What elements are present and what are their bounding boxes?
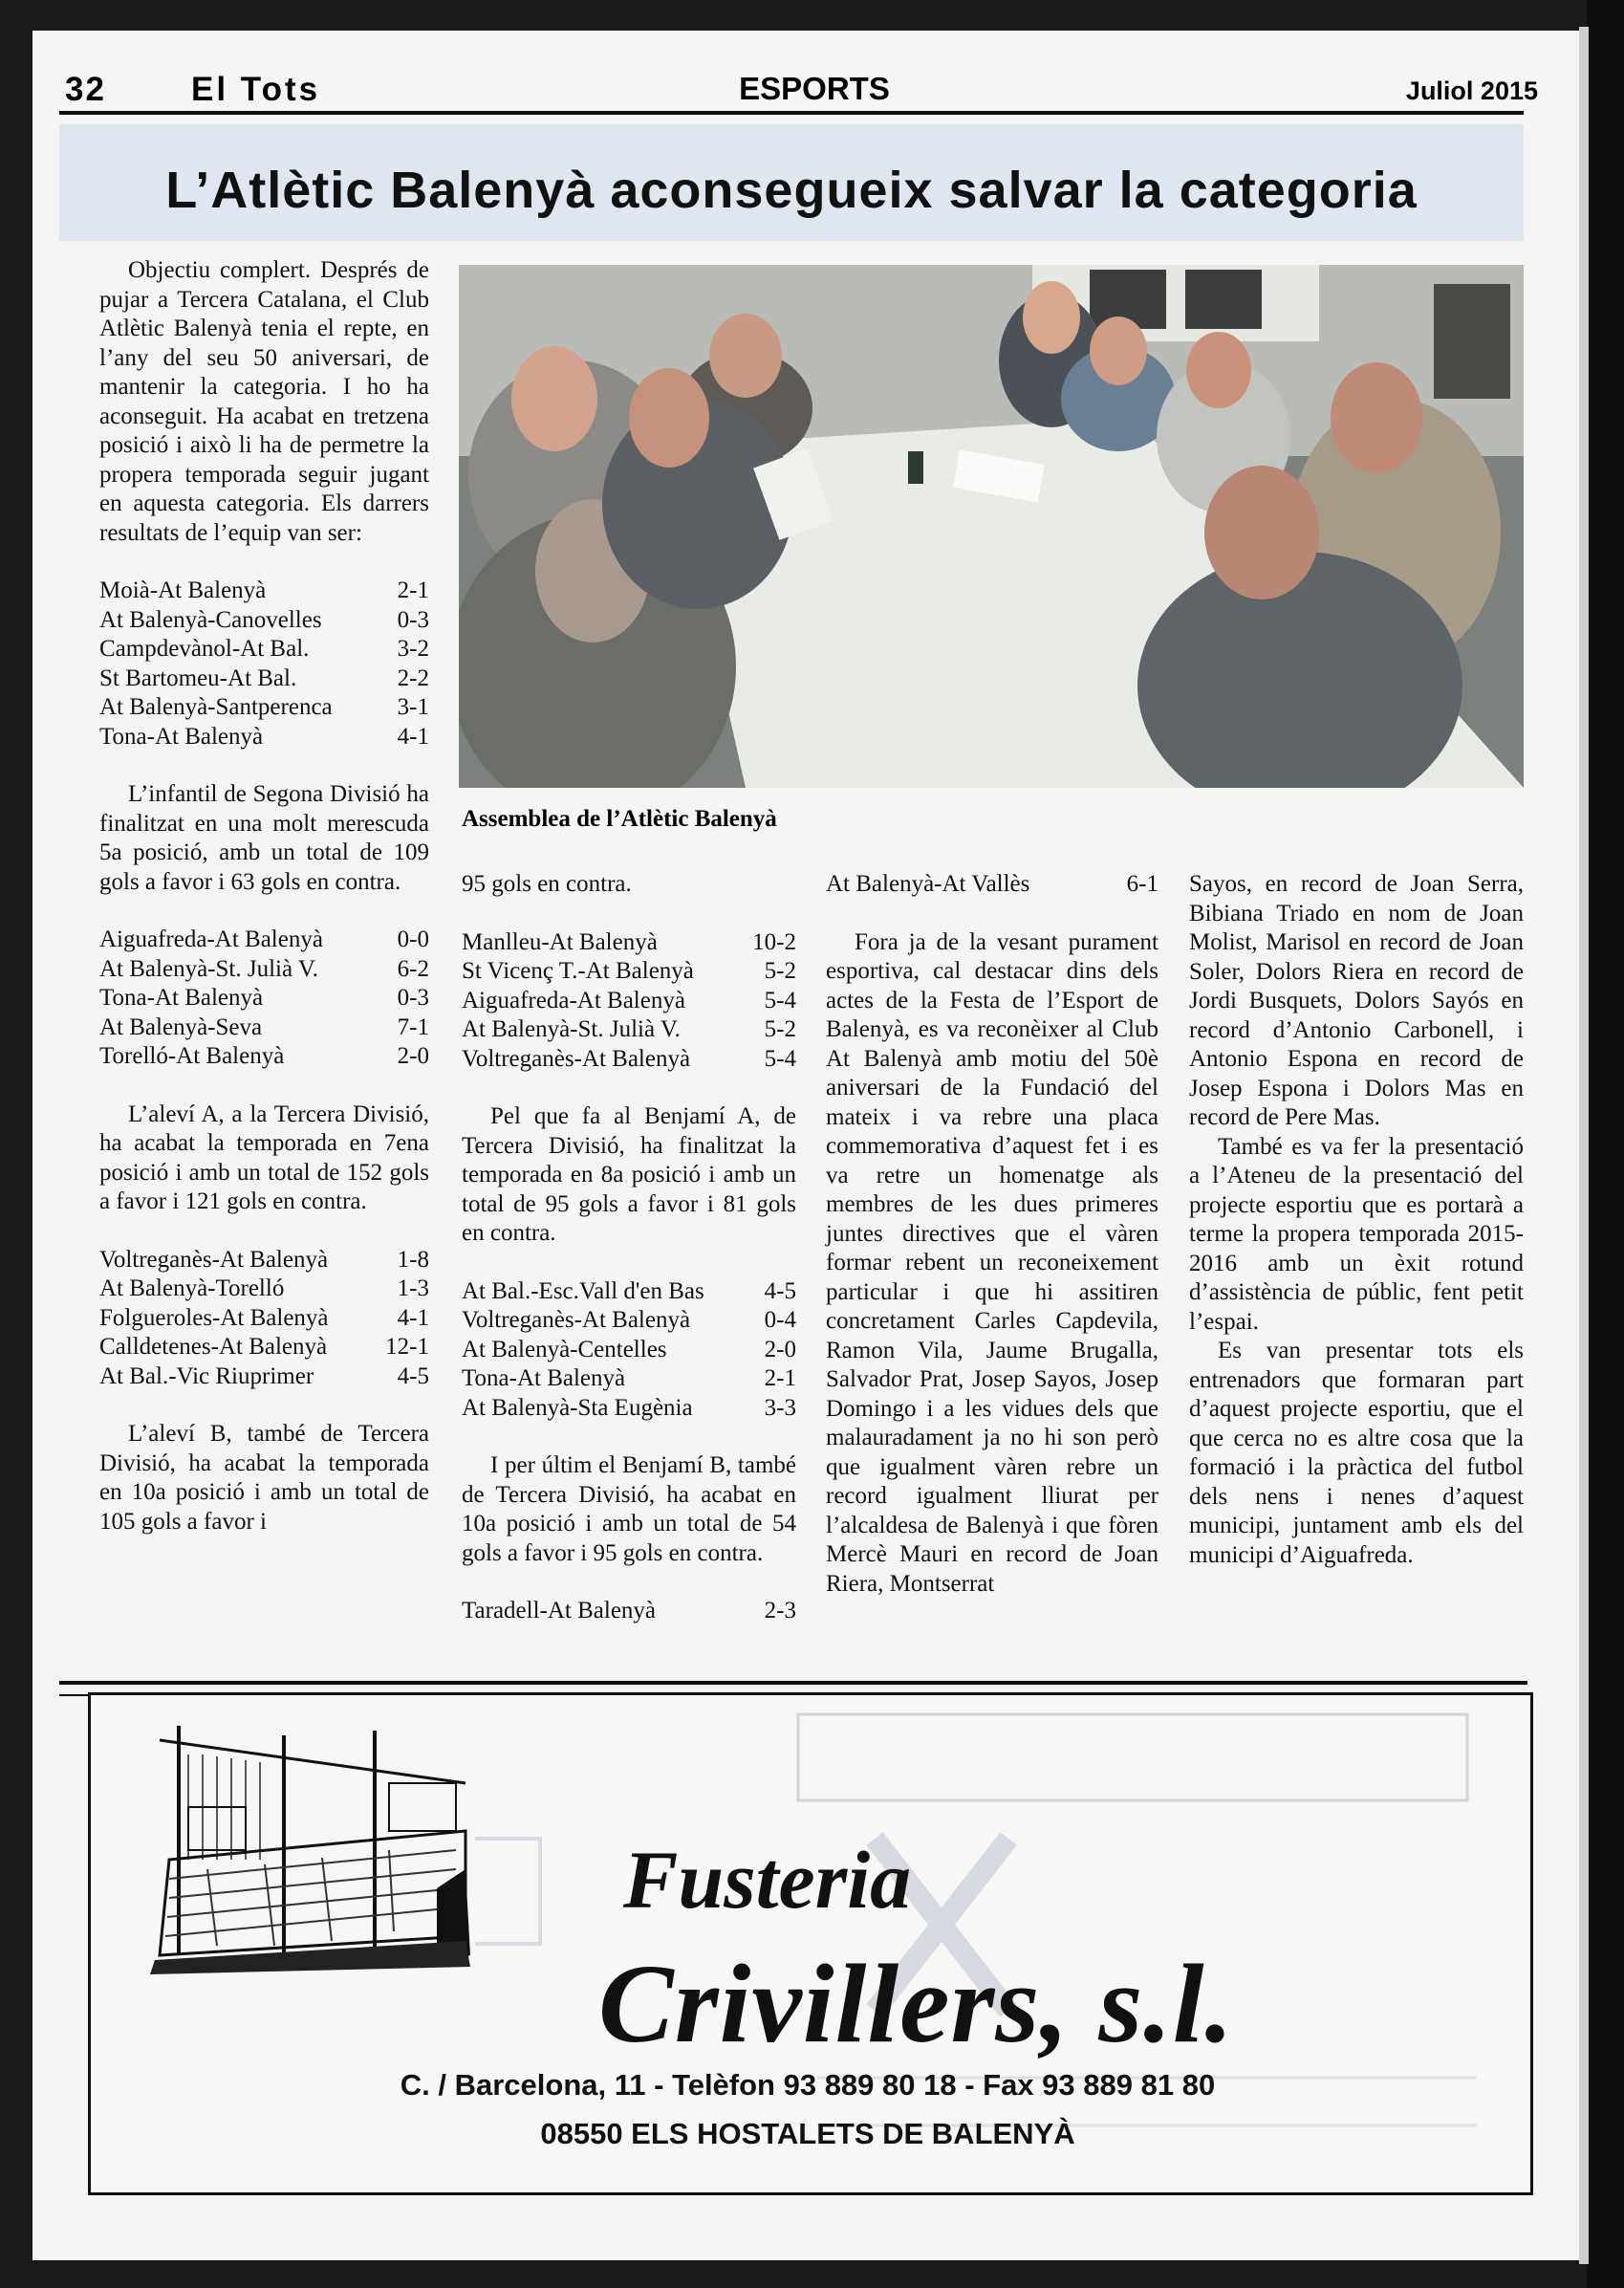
result-row [99, 1275, 429, 1304]
match-score: 2-0 [397, 1043, 429, 1069]
match-name: At Balenyà-St. Julià V. [462, 1016, 681, 1042]
match-name: At Balenyà-St. Julià V. [99, 955, 318, 982]
results-benjami-b [462, 1597, 796, 1626]
column-1 [99, 256, 429, 1536]
result-row [99, 577, 429, 606]
magazine-title: El Tots [191, 71, 321, 108]
column-2 [462, 870, 796, 1655]
result-row [462, 957, 796, 987]
match-name: Tona-At Balenyà [462, 1365, 626, 1391]
match-name: Tona-At Balenyà [99, 985, 264, 1011]
match-score: 2-2 [397, 665, 429, 691]
match-score: 4-5 [397, 1362, 429, 1389]
result-row [826, 870, 1158, 900]
alevi-b-continued: 95 gols en contra. [462, 871, 632, 897]
match-score: 0-0 [397, 926, 429, 952]
match-name: Aiguafreda-At Balenyà [99, 926, 323, 952]
match-name: Voltreganès-At Balenyà [462, 1307, 691, 1333]
benjami-a-paragraph: Pel que fa al Benjamí A, de Tercera Divisió, ha finalitzat la temporada en 8a posició i amb un total de 95 gols a favor i 81 gols en contra. [462, 1103, 796, 1246]
ad-brand-line1: Fusteria [623, 1834, 912, 1926]
match-score: 5-4 [764, 1045, 796, 1072]
column-4 [1189, 870, 1524, 1570]
result-row [99, 1042, 429, 1072]
match-name: Voltreganès-At Balenyà [462, 1045, 691, 1072]
benjami-b-paragraph: I per últim el Benjamí B, també de Tercera Divisió, ha acabat en 10a posició i amb un total de 54 gols a favor i 95 gols en contra. [462, 1452, 796, 1566]
result-row [99, 1362, 429, 1392]
match-name: At Balenyà-At Vallès [826, 871, 1030, 897]
match-score: 4-1 [397, 723, 429, 750]
result-row [99, 665, 429, 694]
match-score: 3-2 [397, 636, 429, 662]
entrenadors-paragraph: Es van presentar tots els entrenadors que formaran part d’aquest projecte esportiu, que el que cerca no es altre cosa que la formació i la pràctica del futbol dels nens i nenes d’aquest municipi, juntament amb els del municipi d’Aiguafreda. [1189, 1338, 1524, 1568]
match-score: 6-1 [1126, 871, 1158, 897]
match-score: 3-3 [764, 1394, 796, 1421]
result-row [462, 1336, 796, 1365]
page-edge [1579, 27, 1589, 2264]
match-name: Tona-At Balenyà [99, 723, 264, 750]
result-row [99, 1333, 429, 1362]
alevi-b-paragraph: L’aleví B, també de Tercera Divisió, ha acabat la temporada en 10a posició i amb un total de 105 gols a favor i [99, 1421, 429, 1535]
page-number: 32 [65, 71, 106, 108]
match-name: At Balenyà-Canovelles [99, 606, 322, 633]
match-name: Torelló-At Balenyà [99, 1043, 285, 1069]
results-first-team [99, 577, 429, 752]
match-score: 1-3 [397, 1275, 429, 1301]
result-row [462, 987, 796, 1016]
match-score: 5-4 [764, 987, 796, 1013]
results-infantil [99, 926, 429, 1072]
result-row [99, 723, 429, 752]
scan-background [1587, 0, 1624, 2288]
match-name: At Bal.-Vic Riuprimer [99, 1362, 314, 1389]
result-row [99, 693, 429, 723]
result-row [462, 1597, 796, 1626]
result-row [99, 606, 429, 636]
match-score: 10-2 [752, 928, 796, 955]
assembly-photo [459, 265, 1524, 788]
infantil-paragraph: L’infantil de Segona Divisió ha finalitzat en una molt merescuda 5a posició, amb un total de 109 gols a favor i 63 gols en contra. [99, 781, 429, 895]
result-row [99, 926, 429, 955]
result-row [462, 1394, 796, 1424]
match-name: St Bartomeu-At Bal. [99, 665, 297, 691]
results-benjami-a [462, 1277, 796, 1424]
festa-paragraph: Fora ja de la vesant purament esportiva, cal destacar dins dels actes de la Festa de l’Esport de Balenyà, es va reconèixer al Club At Balenyà amb motiu del 50è aniversari de la Fundació del mateix i va rebre una placa commemorativa d’aquest fet i es va retre un homenatge als membres de les dues primeres juntes directives que el vàren formar rebent un reconeixement particular i que hi assitiren concretament Carles Capdevila, Ramon Vila, Jaume Brugalla, Salvador Prat, Josep Sayos, Josep Domingo i a les vidues dels que malauradament ja no hi son però que igualment vàren rebre un record igualment lliurat per l’alcaldesa de Balenyà i que fòren Mercè Mauri en record de Joan Riera, Montserrat [826, 928, 1158, 1597]
result-row [99, 635, 429, 665]
meeting-photo-illustration [459, 265, 1524, 788]
match-score: 5-2 [764, 958, 796, 984]
match-score: 2-1 [764, 1365, 796, 1391]
column-3 [826, 870, 1158, 1599]
results-alevi-a [99, 1246, 429, 1392]
match-score: 0-3 [397, 606, 429, 633]
festa-continued: Sayos, en record de Joan Serra, Bibiana Triado en nom de Joan Molist, Marisol en record de Joan Soler, Dolors Riera en record de Jordi Busquets, Dolors Sayós en record d’Antonio Carbonell, i Antonio Espona en record de Josep Espona i Dolors Mas en record de Pere Mas. [1189, 871, 1524, 1130]
issue-date: Juliol 2015 [1405, 76, 1538, 105]
match-score: 1-8 [397, 1246, 429, 1273]
result-row [462, 1306, 796, 1336]
match-name: Campdevànol-At Bal. [99, 636, 310, 662]
match-name: At Balenyà-Torelló [99, 1275, 285, 1301]
result-row [99, 1246, 429, 1275]
match-score: 3-1 [397, 694, 429, 720]
result-row [462, 1364, 796, 1394]
result-row [462, 928, 796, 958]
match-name: Manlleu-At Balenyà [462, 928, 658, 955]
result-row [99, 1013, 429, 1043]
result-row [462, 1015, 796, 1045]
match-score: 4-5 [764, 1277, 796, 1304]
match-name: At Balenyà-Centelles [462, 1336, 667, 1362]
match-score: 2-3 [764, 1598, 796, 1623]
match-score: 0-3 [397, 985, 429, 1011]
result-row [99, 984, 429, 1013]
results-benjami-b-continued [826, 870, 1158, 900]
match-score: 12-1 [385, 1334, 429, 1360]
carpentry-workshop-illustration [150, 1716, 475, 1974]
result-row [462, 1045, 796, 1075]
match-name: Aiguafreda-At Balenyà [462, 987, 685, 1013]
match-name: Taradell-At Balenyà [462, 1598, 657, 1623]
ad-address: C. / Barcelona, 11 - Telèfon 93 889 80 18 - Fax 93 889 81 80 [400, 2068, 1216, 2102]
alevi-a-paragraph: L’aleví A, a la Tercera Divisió, ha acabat la temporada en 7ena posició i amb un total de 152 gols a favor i 121 gols en contra. [99, 1100, 429, 1214]
intro-paragraph: Objectiu complert. Després de pujar a Tercera Catalana, el Club Atlètic Balenyà tenia el repte, en l’any del seu 50 aniversari, de mantenir la categoria. I ho ha aconseguit. Ha acabat en tretzena posició i això li ha de permetre la propera temporada seguir jugant en aquesta categoria. Els darrers resultats de l’equip van ser: [99, 257, 429, 546]
match-name: At Balenyà-Santperenca [99, 694, 333, 720]
results-alevi-b [462, 928, 796, 1075]
match-score: 7-1 [397, 1013, 429, 1040]
match-name: St Vicenç T.-At Balenyà [462, 958, 694, 984]
presentacio-paragraph: També es va fer la presentació a l’Ateneu de la presentació del projecte esportiu que es portarà a terme la propera temporada 2015-2016 amb un èxit rotund d’assistència de públic, fent petit l’espai. [1189, 1133, 1524, 1335]
section-title: ESPORTS [739, 71, 890, 106]
match-name: At Balenyà-Seva [99, 1013, 263, 1040]
result-row [462, 1277, 796, 1307]
article-headline: L’Atlètic Balenyà aconsegueix salvar la categoria [165, 162, 1418, 219]
result-row [99, 1304, 429, 1334]
ad-city: 08550 ELS HOSTALETS DE BALENYÀ [540, 2117, 1075, 2150]
match-score: 6-2 [397, 955, 429, 982]
match-name: At Bal.-Esc.Vall d'en Bas [462, 1277, 704, 1304]
match-score: 5-2 [764, 1016, 796, 1042]
ad-brand-line2: Crivillers, s.l. [598, 1941, 1235, 2066]
match-name: Folgueroles-At Balenyà [99, 1304, 329, 1331]
match-name: Calldetenes-At Balenyà [99, 1334, 328, 1360]
match-score: 4-1 [397, 1304, 429, 1331]
match-name: Voltreganès-At Balenyà [99, 1246, 329, 1273]
match-score: 0-4 [764, 1307, 796, 1333]
result-row [99, 955, 429, 985]
match-name: Moià-At Balenyà [99, 577, 267, 603]
match-score: 2-1 [397, 577, 429, 603]
header-rule [59, 111, 1524, 115]
match-name: At Balenyà-Sta Eugènia [462, 1394, 693, 1421]
photo-caption: Assemblea de l’Atlètic Balenyà [462, 806, 777, 832]
match-score: 2-0 [764, 1336, 796, 1362]
